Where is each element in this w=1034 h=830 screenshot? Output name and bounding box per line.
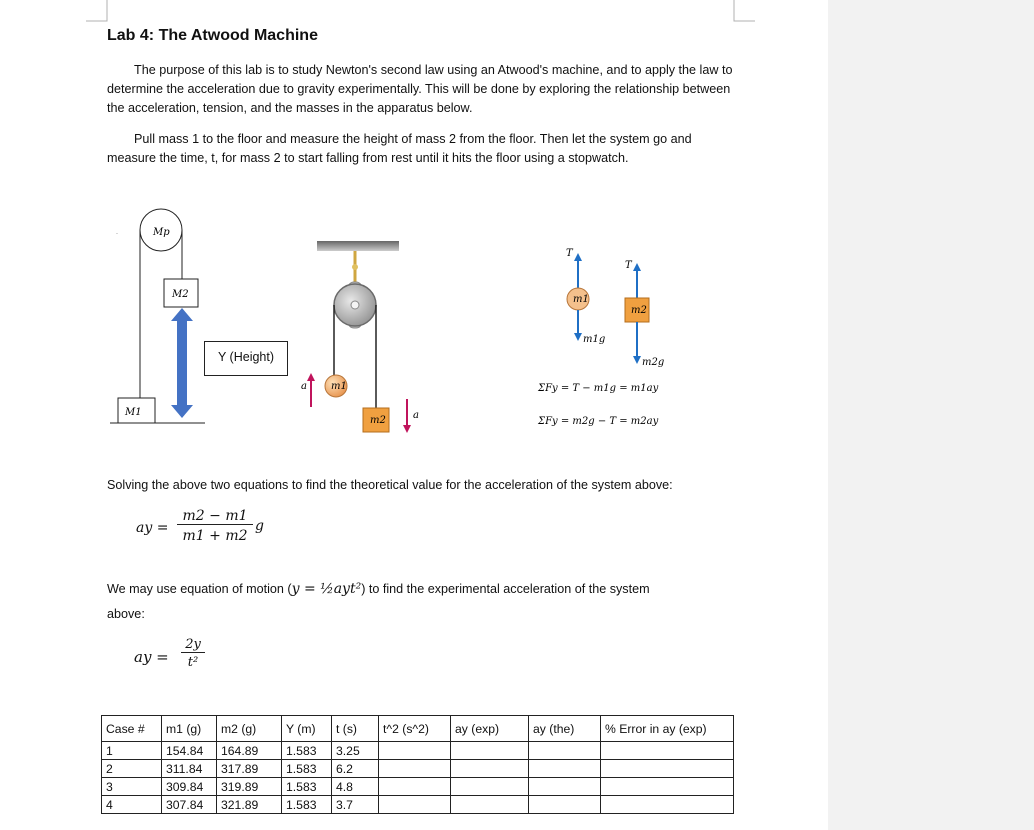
fbd-equation-1: ΣFy = T − m1g = m1ay — [538, 383, 659, 394]
eq-exp-numerator: 2y — [181, 637, 205, 653]
results-table — [101, 715, 734, 814]
solving-text: Solving the above two equations to find the theoretical value for the acceleration of the system above: — [107, 478, 673, 492]
height-label-box: Y (Height) — [204, 341, 288, 376]
purpose-paragraph — [107, 61, 739, 118]
weight-label-m2: m2g — [642, 357, 665, 368]
fbd-m1-label: m1 — [573, 294, 589, 305]
motion-text-before: We may use equation of motion ( — [107, 582, 292, 596]
eq-theory-lhs: ay = — [136, 520, 169, 536]
cell[interactable]: 3 — [102, 778, 162, 796]
cell[interactable]: 1.583 — [282, 778, 332, 796]
ceiling-bar — [317, 241, 399, 251]
cell[interactable]: 3.25 — [332, 742, 379, 760]
cell[interactable]: 309.84 — [162, 778, 217, 796]
th-y: Y (m) — [282, 716, 332, 742]
cell[interactable]: 4.8 — [332, 778, 379, 796]
tension-label-m2: T — [625, 260, 632, 271]
corner-mark-left — [86, 0, 108, 22]
cell[interactable]: 311.84 — [162, 760, 217, 778]
cell[interactable] — [379, 760, 451, 778]
pulley-illustration — [290, 232, 430, 442]
cell[interactable]: 3.7 — [332, 796, 379, 814]
height-arrow — [171, 308, 193, 418]
cell[interactable] — [601, 778, 734, 796]
eq-theory-g: g — [255, 518, 264, 534]
procedure-text: Pull mass 1 to the floor and measure the height of mass 2 from the floor. Then let the system go and measure the time, t, for mass 2 to start falling from rest until it hits the floor using a stopwatch. — [107, 132, 692, 165]
cell[interactable]: 1.583 — [282, 760, 332, 778]
th-ay-the: ay (the) — [529, 716, 601, 742]
accel-label-up: a — [301, 381, 307, 392]
motion-text — [107, 580, 827, 599]
table-header-row — [102, 716, 734, 742]
th-m1: m1 (g) — [162, 716, 217, 742]
page-title: Lab 4: The Atwood Machine — [107, 27, 318, 44]
cell[interactable] — [451, 760, 529, 778]
cell[interactable]: 2 — [102, 760, 162, 778]
cell[interactable] — [451, 796, 529, 814]
cell[interactable] — [601, 760, 734, 778]
cell[interactable]: 321.89 — [217, 796, 282, 814]
free-body-diagrams — [530, 240, 710, 430]
th-error: % Error in ay (exp) — [601, 716, 734, 742]
ball-m1-label: m1 — [331, 381, 347, 392]
table-row — [102, 796, 734, 814]
cell[interactable] — [529, 778, 601, 796]
cell[interactable]: 4 — [102, 796, 162, 814]
cell[interactable]: 1.583 — [282, 796, 332, 814]
cell[interactable] — [379, 742, 451, 760]
cell[interactable]: 1.583 — [282, 742, 332, 760]
pulley-label: Mp — [153, 227, 170, 238]
cell[interactable] — [529, 742, 601, 760]
block-m2-label: m2 — [370, 415, 386, 426]
cell[interactable] — [451, 742, 529, 760]
motion-text-after: ) to find the experimental acceleration of the system — [361, 582, 650, 596]
table-row — [102, 760, 734, 778]
eq-exp-lhs: ay = — [134, 648, 169, 666]
cell[interactable] — [529, 796, 601, 814]
m2-label: M2 — [172, 289, 189, 300]
cell[interactable]: 319.89 — [217, 778, 282, 796]
cell[interactable]: 1 — [102, 742, 162, 760]
eq-exp-denominator: t² — [187, 655, 199, 670]
motion-equation: y = ½ayt² — [291, 581, 362, 597]
th-t: t (s) — [332, 716, 379, 742]
cell[interactable]: 317.89 — [217, 760, 282, 778]
table-row — [102, 778, 734, 796]
th-m2: m2 (g) — [217, 716, 282, 742]
cell[interactable]: 154.84 — [162, 742, 217, 760]
table-row — [102, 742, 734, 760]
accel-label-down: a — [413, 410, 419, 421]
cell[interactable] — [601, 796, 734, 814]
th-case: Case # — [102, 716, 162, 742]
cell[interactable]: 307.84 — [162, 796, 217, 814]
tension-label-m1: T — [566, 248, 573, 259]
cell[interactable] — [379, 778, 451, 796]
eq-theory-denominator: m1 + m2 — [182, 528, 248, 544]
th-ay-exp: ay (exp) — [451, 716, 529, 742]
m1-label: M1 — [125, 407, 142, 418]
corner-mark-right — [733, 0, 755, 22]
eq-theory-numerator: m2 − m1 — [177, 508, 253, 525]
fbd-equation-2: ΣFy = m2g − T = m2ay — [538, 416, 659, 427]
atwood-schematic-diagram — [110, 205, 295, 430]
motion-text-line2: above: — [107, 607, 145, 621]
cell[interactable]: 6.2 — [332, 760, 379, 778]
svg-text:·: · — [116, 231, 118, 237]
cell[interactable] — [451, 778, 529, 796]
procedure-paragraph — [107, 130, 739, 168]
cell[interactable]: 164.89 — [217, 742, 282, 760]
cell[interactable] — [601, 742, 734, 760]
cell[interactable] — [529, 760, 601, 778]
th-t2: t^2 (s^2) — [379, 716, 451, 742]
fbd-m2-label: m2 — [631, 305, 647, 316]
cell[interactable] — [379, 796, 451, 814]
purpose-text: The purpose of this lab is to study Newton's second law using an Atwood's machine, and to apply the law to determine the acceleration due to gravity experimentally. This will be done by exploring the relationship between the acceleration, tension, and the masses in the apparatus below. — [107, 63, 733, 115]
weight-label-m1: m1g — [583, 334, 606, 345]
